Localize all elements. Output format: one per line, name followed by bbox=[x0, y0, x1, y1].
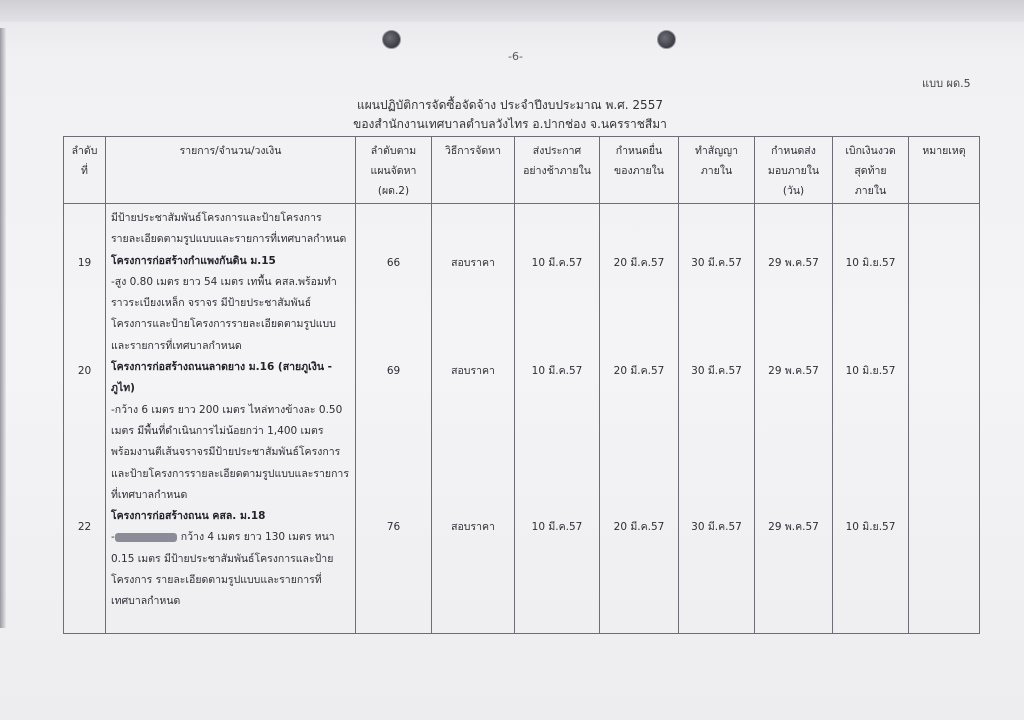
description-line: มีป้ายประชาสัมพันธ์โครงการและป้ายโครงการ bbox=[111, 212, 322, 224]
row-19-contract: 30 มี.ค.57 bbox=[691, 257, 742, 269]
header-method: วิธีการจัดหา bbox=[432, 137, 515, 204]
header-contract: ทำสัญญา ภายใน bbox=[679, 137, 755, 204]
description-line: เมตร มีพื้นที่ดำเนินการไม่น้อยกว่า 1,400 เมตร bbox=[111, 424, 324, 437]
description-line: รายละเอียดตามรูปแบบและรายการที่เทศบาลกำหนด bbox=[111, 233, 347, 246]
table-body bbox=[64, 204, 980, 634]
header-announce: ส่งประกาศ อย่างช้าภายใน bbox=[515, 137, 600, 204]
row-20-submit: 20 มี.ค.57 bbox=[613, 365, 665, 377]
row-22-plan-order: 76 bbox=[386, 521, 401, 533]
row-22-submit: 20 มี.ค.57 bbox=[613, 521, 665, 533]
column-method bbox=[432, 204, 515, 634]
description-line: และป้ายโครงการรายละเอียดตามรูปแบบและรายการ bbox=[111, 467, 349, 480]
column-submit bbox=[600, 204, 679, 634]
column-no bbox=[64, 204, 106, 634]
header-remark: หมายเหตุ bbox=[909, 137, 980, 204]
description-line: โครงการและป้ายโครงการรายละเอียดตามรูปแบบ bbox=[111, 318, 336, 331]
header-plan-order: ลำดับตาม แผนจัดหา (ผด.2) bbox=[356, 137, 432, 204]
description-line: เทศบาลกำหนด bbox=[111, 595, 181, 608]
header-submit: กำหนดยื่น ของภายใน bbox=[600, 137, 679, 204]
page-number: -6- bbox=[508, 50, 523, 63]
column-payment bbox=[833, 204, 909, 634]
description-line: ราวระเบียงเหล็ก จราจร มีป้ายประชาสัมพันธ์ bbox=[111, 297, 312, 310]
project-title-row-22: โครงการก่อสร้างถนน คสล. ม.18 bbox=[111, 510, 266, 523]
row-22-payment: 10 มิ.ย.57 bbox=[845, 521, 896, 533]
row-19-plan-order: 66 bbox=[386, 257, 401, 269]
page-fold-shadow bbox=[0, 28, 6, 628]
column-remark bbox=[909, 204, 980, 634]
row-19-announce: 10 มี.ค.57 bbox=[531, 257, 583, 269]
description-line: 0.15 เมตร มีป้ายประชาสัมพันธ์โครงการและป้าย bbox=[111, 552, 334, 565]
header-delivery: กำหนดส่ง มอบภายใน (วัน) bbox=[755, 137, 833, 204]
row-22-announce: 10 มี.ค.57 bbox=[531, 521, 583, 533]
description-line: ที่เทศบาลกำหนด bbox=[111, 488, 188, 501]
project-title-row-20-cont: ภูไท) bbox=[111, 382, 135, 395]
procurement-plan-table bbox=[63, 136, 980, 634]
row-20-no: 20 bbox=[77, 365, 92, 377]
row-19-payment: 10 มิ.ย.57 bbox=[845, 257, 896, 269]
row-19-method: สอบราคา bbox=[451, 257, 495, 269]
row-19-delivery: 29 พ.ค.57 bbox=[768, 257, 819, 269]
column-announce bbox=[515, 204, 600, 634]
column-contract bbox=[679, 204, 755, 634]
form-code: แบบ ผด.5 bbox=[922, 77, 971, 90]
description-line: โครงการ รายละเอียดตามรูปแบบและรายการที่ bbox=[111, 574, 322, 587]
row-20-plan-order: 69 bbox=[386, 365, 401, 377]
punch-hole-right-icon bbox=[657, 30, 676, 49]
document-title: แผนปฏิบัติการจัดซื้อจัดจ้าง ประจำปีงบประมาณ พ.ศ. 2557 bbox=[357, 98, 663, 112]
description-line: และรายการที่เทศบาลกำหนด bbox=[111, 339, 242, 352]
row-20-announce: 10 มี.ค.57 bbox=[531, 365, 583, 377]
description-line: -กว้าง 6 เมตร ยาว 200 เมตร ไหล่ทางข้างละ 0.50 bbox=[111, 403, 343, 416]
row-19-submit: 20 มี.ค.57 bbox=[613, 257, 665, 269]
description-line: พร้อมงานตีเส้นจราจรมีป้ายประชาสัมพันธ์โครงการ bbox=[111, 446, 341, 459]
redacted-mark bbox=[115, 533, 177, 542]
header-no: ลำดับ ที่ bbox=[64, 137, 106, 204]
row-22-contract: 30 มี.ค.57 bbox=[691, 521, 742, 533]
header-item: รายการ/จำนวน/วงเงิน bbox=[106, 137, 356, 204]
description-line: -สูง 0.80 เมตร ยาว 54 เมตร เทพื้น คสล.พร้อมทำ bbox=[111, 275, 337, 288]
row-22-no: 22 bbox=[77, 521, 92, 533]
column-plan-order bbox=[356, 204, 432, 634]
description-line-redacted: - กว้าง 4 เมตร ยาว 130 เมตร หนา bbox=[111, 531, 335, 544]
row-20-payment: 10 มิ.ย.57 bbox=[845, 365, 896, 377]
row-22-delivery: 29 พ.ค.57 bbox=[768, 521, 819, 533]
project-title-row-19: โครงการก่อสร้างกำแพงกันดิน ม.15 bbox=[111, 254, 276, 267]
table-header-row bbox=[64, 137, 980, 204]
row-20-contract: 30 มี.ค.57 bbox=[691, 365, 742, 377]
row-22-method: สอบราคา bbox=[451, 521, 495, 533]
row-19-no: 19 bbox=[77, 257, 92, 269]
project-title-row-20: โครงการก่อสร้างถนนลาดยาง ม.16 (สายภูเงิน - bbox=[111, 361, 333, 374]
row-20-method: สอบราคา bbox=[451, 365, 495, 377]
column-delivery bbox=[755, 204, 833, 634]
punch-hole-left-icon bbox=[382, 30, 401, 49]
header-payment: เบิกเงินงวด สุดท้าย ภายใน bbox=[833, 137, 909, 204]
page-top-edge bbox=[0, 0, 1024, 22]
column-description bbox=[106, 204, 356, 634]
document-subtitle: ของสำนักงานเทศบาลตำบลวังไทร อ.ปากช่อง จ.นครราชสีมา bbox=[353, 117, 667, 131]
row-20-delivery: 29 พ.ค.57 bbox=[768, 365, 819, 377]
